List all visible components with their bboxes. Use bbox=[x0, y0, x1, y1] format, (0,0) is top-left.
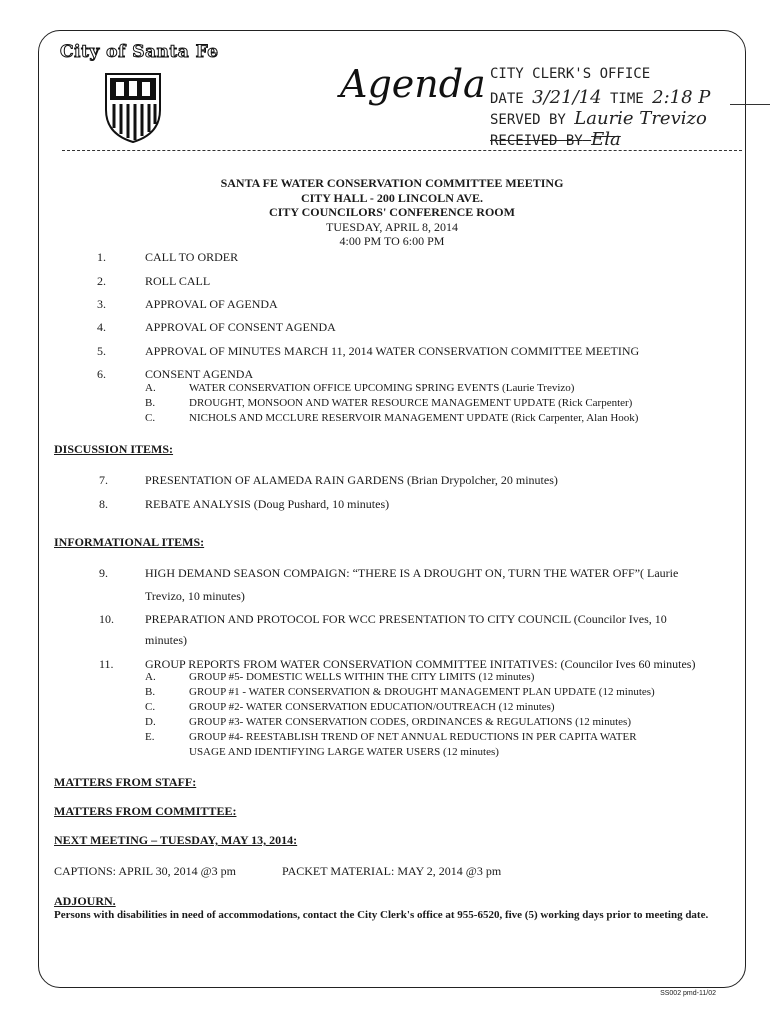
stamp-date-value: 3/21/14 bbox=[532, 87, 602, 108]
sub-letter: D. bbox=[145, 716, 156, 728]
sub-letter: C. bbox=[145, 412, 156, 424]
agenda-heading: Agenda bbox=[340, 62, 486, 106]
stamp-rule bbox=[730, 104, 770, 105]
stamp-date-label: DATE bbox=[490, 91, 524, 107]
meeting-location1: CITY HALL - 200 LINCOLN AVE. bbox=[300, 190, 484, 205]
agenda-item: PREPARATION AND PROTOCOL FOR WCC PRESENTATION TO CITY COUNCIL (Councilor Ives, 10 bbox=[145, 612, 667, 626]
discussion-heading: DISCUSSION ITEMS: bbox=[54, 442, 174, 456]
stamp-office: CITY CLERK'S OFFICE bbox=[490, 66, 651, 82]
captions-deadline: CAPTIONS: APRIL 30, 2014 @3 pm bbox=[54, 864, 236, 878]
agenda-item: ROLL CALL bbox=[145, 274, 211, 288]
matters-committee-heading: MATTERS FROM COMMITTEE: bbox=[54, 804, 237, 818]
consent-sub-item: NICHOLS AND MCCLURE RESERVOIR MANAGEMENT UPDATE (Rick Carpenter, Alan Hook) bbox=[189, 412, 639, 424]
sub-letter: A. bbox=[145, 671, 156, 683]
group-item: GROUP #4- REESTABLISH TREND OF NET ANNUAL REDUCTIONS IN PER CAPITA WATER bbox=[189, 731, 637, 743]
group-item: GROUP #5- DOMESTIC WELLS WITHIN THE CITY LIMITS (12 minutes) bbox=[189, 671, 535, 683]
meeting-title: SANTA FE WATER CONSERVATION COMMITTEE MEETING bbox=[220, 176, 564, 190]
agenda-item-continued: minutes) bbox=[145, 633, 187, 647]
item-number: 7. bbox=[99, 473, 108, 487]
packet-deadline: PACKET MATERIAL: MAY 2, 2014 @3 pm bbox=[282, 864, 502, 878]
stamp-received-label: RECEIVED BY bbox=[490, 133, 583, 149]
agenda-item-continued: Trevizo, 10 minutes) bbox=[145, 589, 245, 603]
stamp-time-value: 2:18 P bbox=[652, 87, 711, 108]
item-number: 6. bbox=[97, 367, 106, 381]
next-meeting-heading: NEXT MEETING – TUESDAY, MAY 13, 2014: bbox=[54, 833, 298, 847]
item-number: 4. bbox=[97, 320, 106, 334]
item-number: 9. bbox=[99, 566, 108, 580]
meeting-time: 4:00 PM TO 6:00 PM bbox=[339, 234, 445, 248]
consent-sub-item: WATER CONSERVATION OFFICE UPCOMING SPRING EVENTS (Laurie Trevizo) bbox=[189, 382, 575, 394]
meeting-header bbox=[150, 176, 634, 249]
item-number: 10. bbox=[99, 612, 114, 626]
informational-heading: INFORMATIONAL ITEMS: bbox=[54, 535, 205, 549]
meeting-date: TUESDAY, APRIL 8, 2014 bbox=[326, 219, 458, 234]
group-item: GROUP #2- WATER CONSERVATION EDUCATION/OUTREACH (12 minutes) bbox=[189, 701, 555, 713]
item-number: 8. bbox=[99, 497, 108, 511]
sub-letter: B. bbox=[145, 397, 156, 409]
city-seal-icon bbox=[104, 70, 162, 144]
group-item: GROUP #1 - WATER CONSERVATION & DROUGHT MANAGEMENT PLAN UPDATE (12 minutes) bbox=[189, 686, 655, 698]
agenda-item: CALL TO ORDER bbox=[145, 250, 239, 264]
sub-letter: B. bbox=[145, 686, 156, 698]
group-item: GROUP #3- WATER CONSERVATION CODES, ORDINANCES & REGULATIONS (12 minutes) bbox=[189, 716, 631, 728]
item-number: 2. bbox=[97, 274, 106, 288]
city-name: City of Santa Fe bbox=[60, 42, 219, 62]
group-item-continued: USAGE AND IDENTIFYING LARGE WATER USERS (12 minutes) bbox=[189, 746, 499, 758]
stamp-received-value: Ela bbox=[591, 129, 621, 150]
consent-sub-item: DROUGHT, MONSOON AND WATER RESOURCE MANAGEMENT UPDATE (Rick Carpenter) bbox=[189, 397, 633, 409]
meeting-location2: CITY COUNCILORS' CONFERENCE ROOM bbox=[269, 205, 515, 219]
form-code: SS002 pmd-11/02 bbox=[660, 990, 716, 997]
accessibility-notice: Persons with disabilities in need of accommodations, contact the City Clerk's office at 955-6520, five (5) working days prior to meeting date. bbox=[54, 909, 709, 921]
adjourn-heading: ADJOURN. bbox=[54, 894, 116, 908]
sub-letter: C. bbox=[145, 701, 156, 713]
agenda-item: CONSENT AGENDA bbox=[145, 367, 254, 381]
stamp-served-value: Laurie Trevizo bbox=[574, 108, 707, 129]
header-divider bbox=[62, 150, 742, 151]
sub-letter: A. bbox=[145, 382, 156, 394]
stamp-time-label: TIME bbox=[609, 91, 644, 107]
agenda-item: APPROVAL OF CONSENT AGENDA bbox=[145, 320, 336, 334]
clerk-stamp bbox=[490, 66, 710, 150]
stamp-served-label: SERVED BY bbox=[490, 112, 566, 128]
item-number: 11. bbox=[99, 657, 114, 671]
agenda-item: APPROVAL OF MINUTES MARCH 11, 2014 WATER CONSERVATION COMMITTEE MEETING bbox=[145, 344, 640, 358]
item-number: 1. bbox=[97, 250, 106, 264]
agenda-item: GROUP REPORTS FROM WATER CONSERVATION COMMITTEE INITATIVES: (Councilor Ives 60 minutes) bbox=[145, 657, 696, 671]
agenda-item: PRESENTATION OF ALAMEDA RAIN GARDENS (Brian Drypolcher, 20 minutes) bbox=[145, 473, 558, 487]
agenda-item: APPROVAL OF AGENDA bbox=[145, 297, 278, 311]
agenda-item: HIGH DEMAND SEASON COMPAIGN: “THERE IS A DROUGHT ON, TURN THE WATER OFF”( Laurie bbox=[145, 566, 679, 580]
agenda-item: REBATE ANALYSIS (Doug Pushard, 10 minutes) bbox=[145, 497, 390, 511]
item-number: 3. bbox=[97, 297, 106, 311]
item-number: 5. bbox=[97, 344, 106, 358]
matters-staff-heading: MATTERS FROM STAFF: bbox=[54, 775, 197, 789]
sub-letter: E. bbox=[145, 731, 155, 743]
